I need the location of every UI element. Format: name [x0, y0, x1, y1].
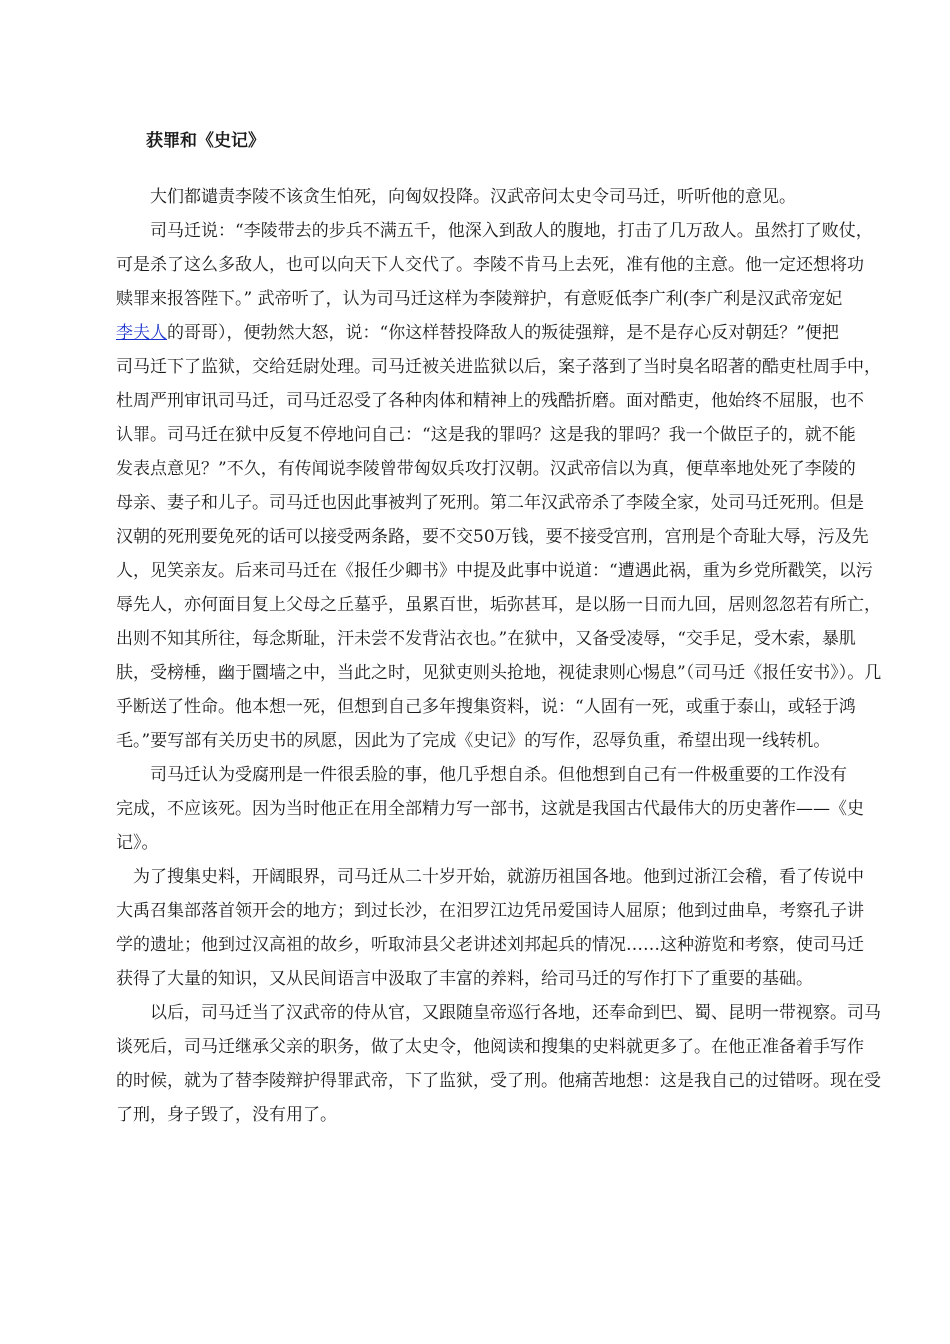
text-line: 谈死后，司马迁继承父亲的职务，做了太史令，他阅读和搜集的史料就更多了。在他正准备着手写作 [116, 1037, 864, 1057]
text-line: 乎断送了性命。他本想一死，但想到自己多年搜集资料，说：“人固有一死，或重于泰山，或轻于鸿 [116, 697, 856, 717]
text-line: 记》。 [116, 833, 159, 853]
text-line: 的时候，就为了替李陵辩护得罪武帝，下了监狱，受了刑。他痛苦地想：这是我自己的过错呀。现在受 [116, 1071, 881, 1091]
text-line: 司马迁认为受腐刑是一件很丢脸的事，他几乎想自杀。但他想到自己有一件极重要的工作没有 [150, 765, 847, 785]
text-line: 以后，司马迁当了汉武帝的侍从官，又跟随皇帝巡行各地，还奉命到巴、蜀、昆明一带视察。司马 [150, 1003, 881, 1023]
text-line: 大们都谴责李陵不该贪生怕死，向匈奴投降。汉武帝问太史令司马迁，听听他的意见。 [150, 187, 796, 207]
document-body [116, 180, 882, 1132]
text-line: 出则不知其所往，每念斯耻，汗未尝不发背沾衣也。”在狱中，又备受凌辱，“交手足，受木索，暴肌 [116, 629, 856, 649]
text-line: 辱先人，亦何面目复上父母之丘墓乎，虽累百世，垢弥甚耳，是以肠一日而九回，居则忽忽若有所亡， [116, 595, 881, 615]
text-line-rest: 的哥哥），便勃然大怒，说：“你这样替投降敌人的叛徒强辩，是不是存心反对朝廷？”便把 [167, 323, 839, 343]
text-line: 学的遗址；他到过汉高祖的故乡，听取沛县父老讲述刘邦起兵的情况……这种游览和考察，使司马迁 [116, 935, 864, 955]
text-line: 毛。”要写部有关历史书的夙愿，因此为了完成《史记》的写作，忍辱负重，希望出现一线转机。 [116, 731, 831, 751]
text-line: 人，见笑亲友。后来司马迁在《报任少卿书》中提及此事中说道：“遭遇此祸，重为乡党所戳笑，以污 [116, 561, 873, 581]
text-line: 司马迁下了监狱，交给廷尉处理。司马迁被关进监狱以后，案子落到了当时臭名昭著的酷吏杜周手中， [116, 357, 881, 377]
section-title: 获罪和《史记》 [146, 131, 265, 151]
text-line: 肤，受榜棰，幽于圜墙之中，当此之时，见狱吏则头抢地，视徒隶则心惕息”（司马迁《报任安书》）。几 [116, 663, 882, 683]
text-line: 可是杀了这么多敌人，也可以向天下人交代了。李陵不肯马上去死，准有他的主意。他一定还想将功 [116, 255, 864, 275]
text-line-with-link [116, 316, 839, 350]
text-line: 获得了大量的知识，又从民间语言中汲取了丰富的养料，给司马迁的写作打下了重要的基础。 [116, 969, 813, 989]
text-line: 大禹召集部落首领开会的地方；到过长沙，在汨罗江边凭吊爱国诗人屈原；他到过曲阜，考察孔子讲 [116, 901, 864, 921]
text-line: 了刑，身子毁了，没有用了。 [116, 1105, 337, 1125]
text-line: 认罪。司马迁在狱中反复不停地问自己：“这是我的罪吗？这是我的罪吗？我一个做臣子的，就不能 [116, 425, 856, 445]
text-line: 司马迁说：“李陵带去的步兵不满五千，他深入到敌人的腹地，打击了几万敌人。虽然打了败仗， [150, 221, 873, 241]
li-furen-link[interactable]: 李夫人 [116, 323, 167, 343]
text-line: 为了搜集史料，开阔眼界，司马迁从二十岁开始，就游历祖国各地。他到过浙江会稽，看了传说中 [133, 867, 864, 887]
text-line: 完成，不应该死。因为当时他正在用全部精力写一部书，这就是我国古代最伟大的历史著作——《史 [116, 799, 864, 819]
text-line: 发表点意见？”不久，有传闻说李陵曾带匈奴兵攻打汉朝。汉武帝信以为真，便草率地处死了李陵的 [116, 459, 856, 479]
text-line: 汉朝的死刑要免死的话可以接受两条路，要不交50万钱，要不接受宫刑，宫刑是个奇耻大辱，污及先 [116, 527, 869, 547]
text-line: 杜周严刑审讯司马迁，司马迁忍受了各种肉体和精神上的残酷折磨。面对酷吏，他始终不屈服，也不 [116, 391, 864, 411]
text-line: 母亲、妻子和儿子。司马迁也因此事被判了死刑。第二年汉武帝杀了李陵全家，处司马迁死刑。但是 [116, 493, 864, 513]
text-line: 赎罪来报答陛下。” 武帝听了，认为司马迁这样为李陵辩护，有意贬低李广利(李广利是汉武帝宠妃 [116, 289, 843, 309]
